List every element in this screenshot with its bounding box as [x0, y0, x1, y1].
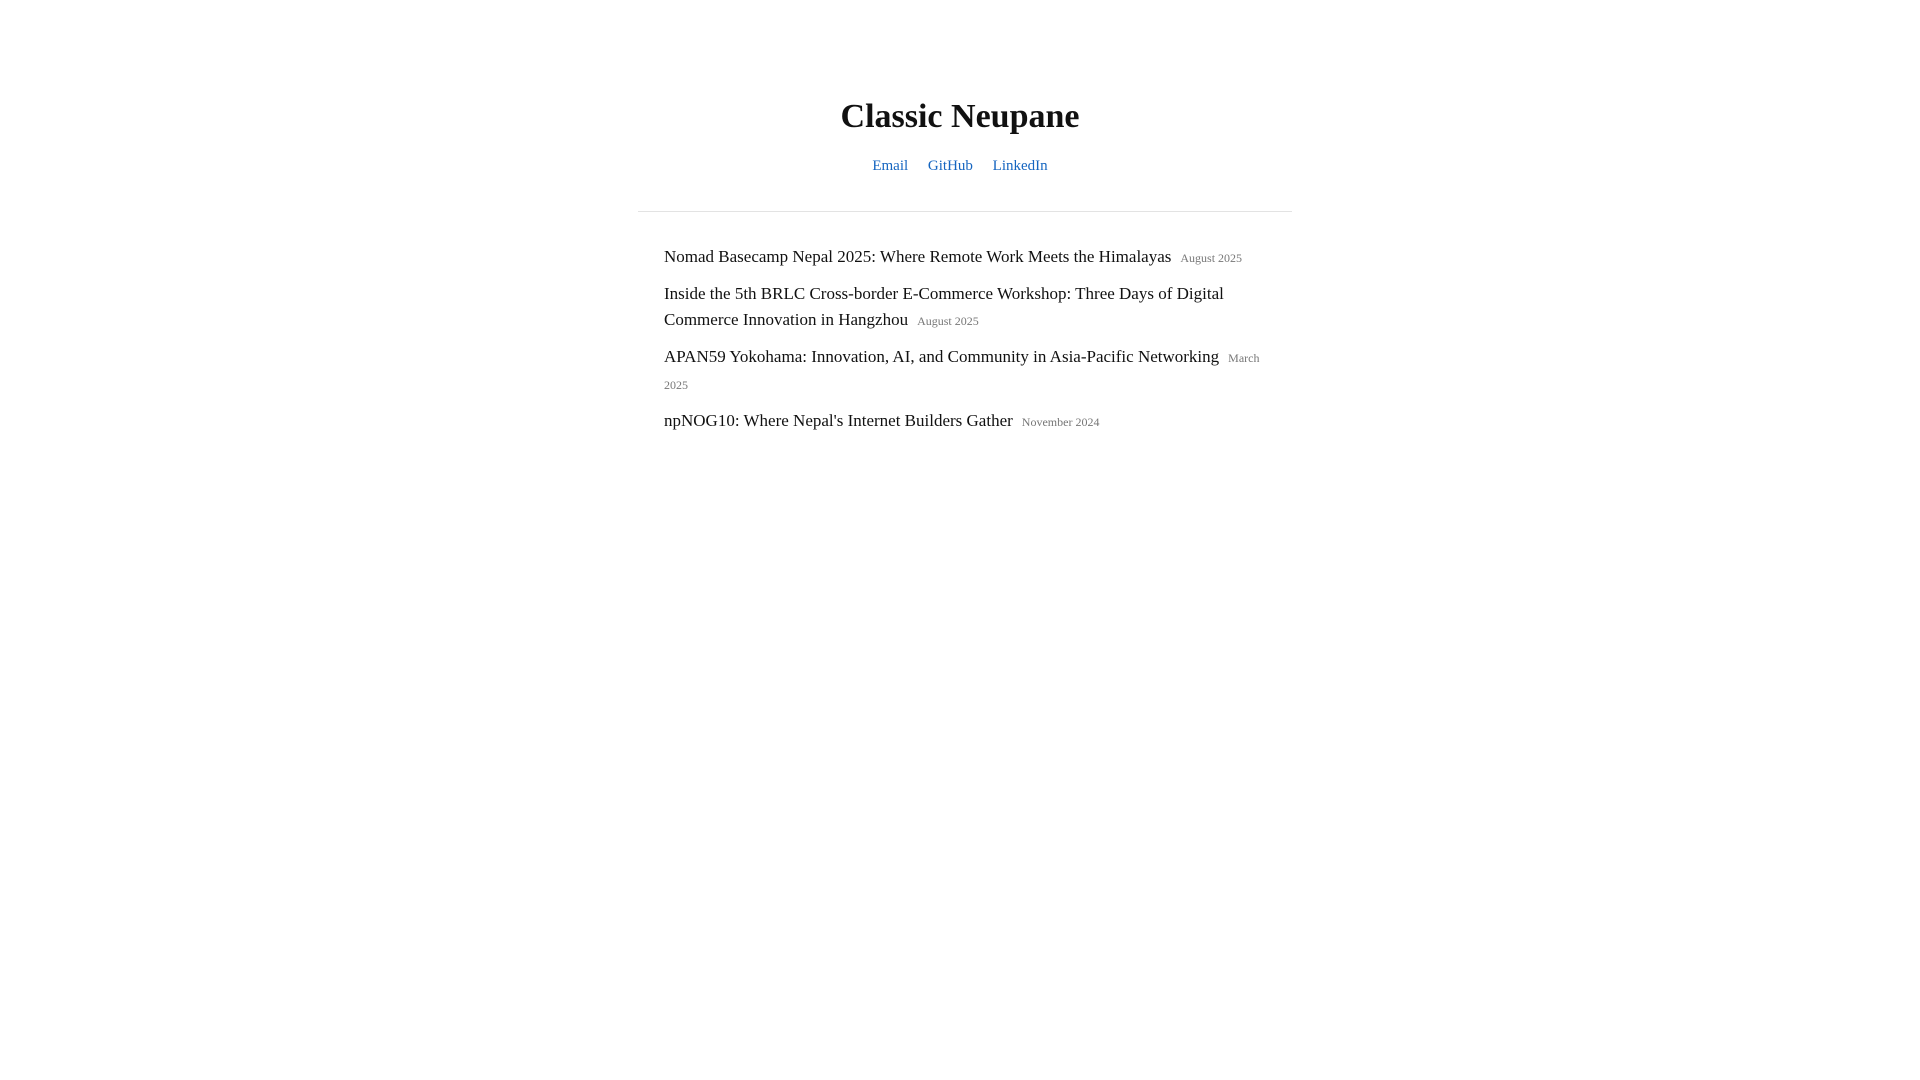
- github-link[interactable]: GitHub: [927, 158, 973, 174]
- post-date: August 2025: [917, 314, 979, 328]
- site-header: [0, 94, 1920, 176]
- linkedin-link[interactable]: LinkedIn: [992, 158, 1048, 174]
- post-list: [664, 244, 1274, 445]
- site-title: Classic Neupane: [840, 98, 1080, 135]
- list-item: [664, 408, 1274, 435]
- list-item: [664, 281, 1274, 334]
- post-title-link[interactable]: Inside the 5th BRLC Cross-border E-Commerce Workshop: Three Days of Digital Commerce Innovation in Hangzhou: [664, 284, 1224, 329]
- post-title-link[interactable]: APAN59 Yokohama: Innovation, AI, and Community in Asia-Pacific Networking: [664, 347, 1220, 366]
- header-divider: [638, 211, 1292, 212]
- post-title-link[interactable]: Nomad Basecamp Nepal 2025: Where Remote Work Meets the Himalayas: [664, 247, 1172, 266]
- email-link[interactable]: Email: [872, 158, 909, 174]
- list-item: [664, 244, 1274, 271]
- contact-links: [0, 156, 1920, 176]
- post-title-link[interactable]: npNOG10: Where Nepal's Internet Builders Gather: [664, 411, 1013, 430]
- post-date: March 2025: [664, 351, 1260, 392]
- post-date: November 2024: [1021, 415, 1100, 429]
- list-item: [664, 344, 1274, 398]
- post-date: August 2025: [1180, 251, 1243, 265]
